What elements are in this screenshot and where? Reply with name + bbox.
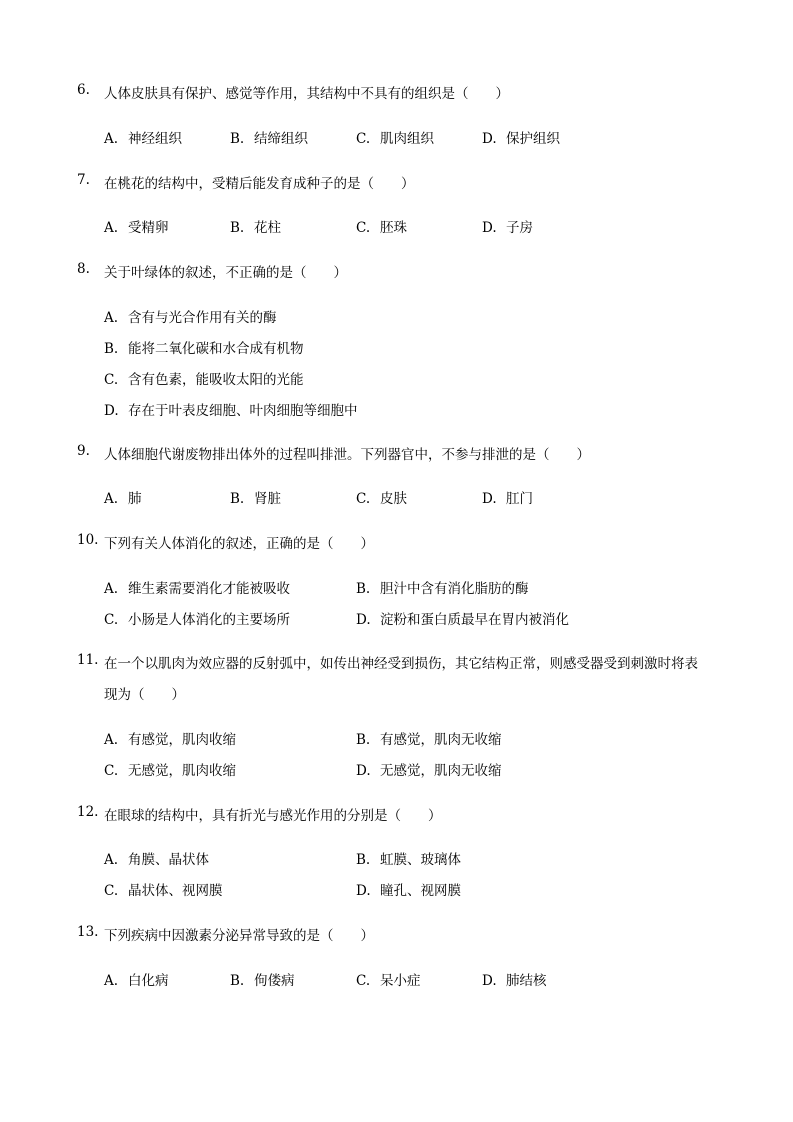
option-a[interactable]: A. 维生素需要消化才能被吸收 <box>104 581 290 597</box>
question-number: 10. <box>77 532 99 548</box>
option-d[interactable]: D. 存在于叶表皮细胞、叶肉细胞等细胞中 <box>104 403 358 419</box>
question-text: 在一个以肌肉为效应器的反射弧中，如传出神经受到损伤，其它结构正常，则感受器受到刺激时将表 <box>104 656 698 672</box>
question-text: 关于叶绿体的叙述，不正确的是（ ） <box>104 265 347 281</box>
option-c[interactable]: C. 小肠是人体消化的主要场所 <box>104 612 290 628</box>
option-d[interactable]: D. 保护组织 <box>482 131 560 147</box>
question-text-continued: 现为（ ） <box>104 687 185 703</box>
question-number: 12. <box>77 804 99 820</box>
option-b[interactable]: B. 结缔组织 <box>230 131 308 147</box>
option-b[interactable]: B. 能将二氧化碳和水合成有机物 <box>104 341 304 357</box>
question-text: 在眼球的结构中，具有折光与感光作用的分别是（ ） <box>104 808 442 824</box>
question-number: 9. <box>77 443 90 459</box>
question-number: 13. <box>77 924 99 940</box>
question-number: 7. <box>77 172 90 188</box>
question-number: 11. <box>77 652 99 668</box>
option-d[interactable]: D. 淀粉和蛋白质最早在胃内被消化 <box>356 612 569 628</box>
option-d[interactable]: D. 无感觉，肌肉无收缩 <box>356 763 502 779</box>
option-a[interactable]: A. 有感觉，肌肉收缩 <box>104 732 236 748</box>
option-b[interactable]: B. 佝偻病 <box>230 973 295 989</box>
option-d[interactable]: D. 瞳孔、视网膜 <box>356 883 461 899</box>
option-c[interactable]: C. 肌肉组织 <box>356 131 434 147</box>
question-text: 在桃花的结构中，受精后能发育成种子的是（ ） <box>104 176 415 192</box>
option-b[interactable]: B. 有感觉，肌肉无收缩 <box>356 732 502 748</box>
option-b[interactable]: B. 花柱 <box>230 220 281 236</box>
option-b[interactable]: B. 虹膜、玻璃体 <box>356 852 461 868</box>
option-c[interactable]: C. 呆小症 <box>356 973 421 989</box>
question-text: 下列有关人体消化的叙述，正确的是（ ） <box>104 536 374 552</box>
option-c[interactable]: C. 胚珠 <box>356 220 407 236</box>
option-a[interactable]: A. 受精卵 <box>104 220 169 236</box>
option-c[interactable]: C. 晶状体、视网膜 <box>104 883 223 899</box>
option-c[interactable]: C. 无感觉，肌肉收缩 <box>104 763 236 779</box>
option-a[interactable]: A. 神经组织 <box>104 131 182 147</box>
question-number: 8. <box>77 261 90 277</box>
option-c[interactable]: C. 皮肤 <box>356 491 407 507</box>
option-d[interactable]: D. 肛门 <box>482 491 533 507</box>
option-c[interactable]: C. 含有色素，能吸收太阳的光能 <box>104 372 304 388</box>
option-a[interactable]: A. 含有与光合作用有关的酶 <box>104 310 277 326</box>
option-a[interactable]: A. 角膜、晶状体 <box>104 852 209 868</box>
question-text: 人体细胞代谢废物排出体外的过程叫排泄。下列器官中，不参与排泄的是（ ） <box>104 447 590 463</box>
option-d[interactable]: D. 肺结核 <box>482 973 547 989</box>
question-text: 下列疾病中因激素分泌异常导致的是（ ） <box>104 928 374 944</box>
option-b[interactable]: B. 肾脏 <box>230 491 281 507</box>
option-a[interactable]: A. 肺 <box>104 491 142 507</box>
option-b[interactable]: B. 胆汁中含有消化脂肪的酶 <box>356 581 529 597</box>
question-text: 人体皮肤具有保护、感觉等作用，其结构中不具有的组织是（ ） <box>104 86 509 102</box>
option-a[interactable]: A. 白化病 <box>104 973 169 989</box>
question-number: 6. <box>77 82 90 98</box>
option-d[interactable]: D. 子房 <box>482 220 533 236</box>
